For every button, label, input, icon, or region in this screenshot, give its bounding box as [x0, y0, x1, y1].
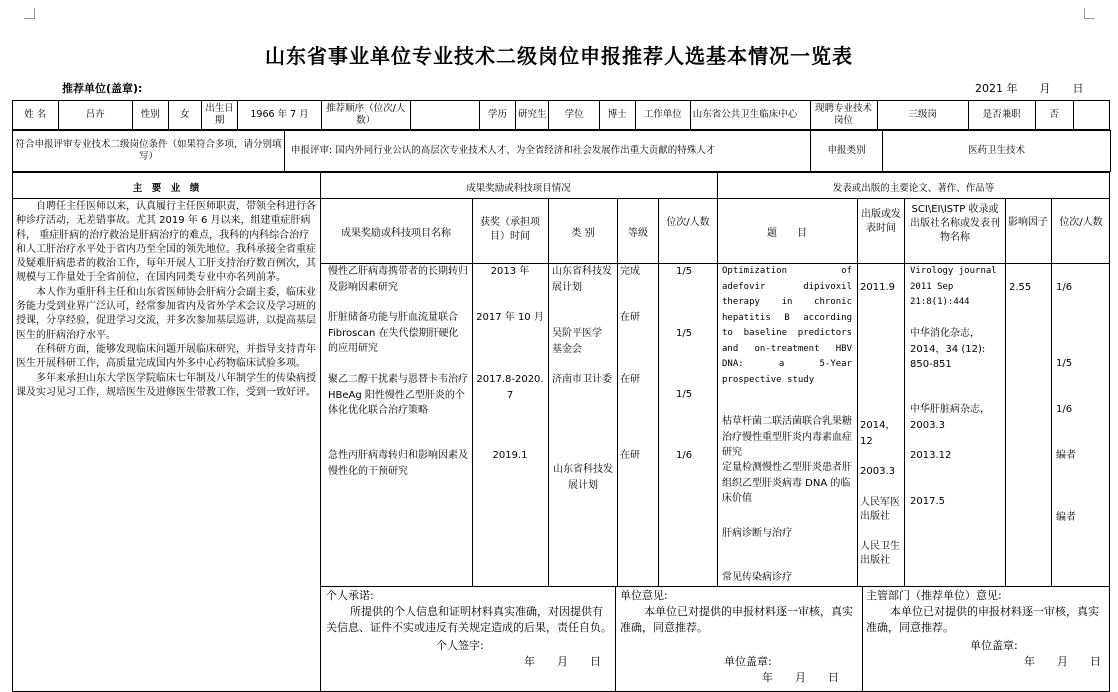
- dept-opinion: [866, 588, 1108, 670]
- personal-pledge: [326, 588, 612, 670]
- book-pub-date: 2017.5: [910, 496, 945, 507]
- award-name: 慢性乙肝病毒携带者的长期转归及影响因素研究: [328, 266, 468, 293]
- paper-title: 定量检测慢性乙型肝炎患者肝组织乙型肝炎病毒 DNA 的临床价值: [722, 462, 852, 504]
- awards-header-time: 获奖（承担项目）时间: [480, 217, 540, 242]
- paper-title-en: Optimization of adefovir dipivoxil therapy in chronic hepatitis B according to baseline predictors and on-treatment HBV DNA: a 5-Year prospective study: [722, 266, 852, 385]
- awards-col-divider: [472, 198, 473, 586]
- paper-rank: 1/5: [1056, 358, 1073, 369]
- papers-header-journal: SCI\EI\ISTP 收录或出版社名称或发表刊物名称: [910, 204, 1000, 243]
- award-category: 吴阶平医学 基金会: [552, 328, 602, 355]
- gender-label: 性别: [132, 101, 168, 130]
- pledge-text: 所提供的个人信息和证明材料真实准确，对因提供有关信息、证件不实或违反有关规定造成的后果，责任自负。: [326, 605, 612, 634]
- awards-section-header: 成果奖励或科技项目情况: [466, 183, 571, 194]
- journal-name: Virology journal 2011 Sep 21:8(1):444: [910, 266, 997, 307]
- award-time: 2013 年: [490, 266, 530, 277]
- impact-factor: 2.55: [1009, 282, 1032, 293]
- publisher-name: 人民军医出版社: [860, 497, 900, 522]
- awards-papers-divider: [717, 172, 718, 586]
- unit-value: 山东省公共卫生临床中心: [690, 101, 810, 130]
- section-header-divider: [12, 198, 1110, 199]
- papers-col-divider: [1005, 198, 1006, 586]
- award-name: 肝脏储备功能与肝血流量联合 Fibroscan 在失代偿期肝硬化的应用研究: [328, 312, 459, 354]
- award-level: 在研: [620, 374, 640, 385]
- opinion-row-divider: [320, 586, 1110, 587]
- review-label: 申报评审:: [291, 145, 333, 156]
- book-pub-date: 2013.12: [910, 450, 952, 461]
- journal-name: 中华肝脏病杂志，2003.3: [910, 404, 990, 431]
- paper-rank: 1/6: [1056, 404, 1073, 415]
- book-title: 常见传染病诊疗: [722, 572, 792, 583]
- pledge-sign-label: 个人签字:: [436, 639, 484, 652]
- paper-title: 枯草杆菌二联活菌联合乳果糖治疗慢性重型肝炎内毒素血症研究: [722, 416, 852, 458]
- perf-text-block: [16, 200, 316, 400]
- award-category: 济南市卫计委: [552, 374, 612, 385]
- perf-section-header: 主 要 业 绩: [132, 183, 200, 194]
- publisher-name: 人民卫生出版社: [860, 541, 900, 566]
- degree-label: 学位: [549, 101, 599, 130]
- award-level: 在研: [620, 312, 640, 323]
- award-level: 完成: [620, 266, 640, 277]
- opinion-divider: [615, 586, 616, 692]
- pub-time: 2011.9: [860, 282, 895, 293]
- perf-paragraph: 本人作为重肝科主任和山东省医师协会肝病分会副主委，临床业务能力受到业界广泛认可，经常参加省内及省外学术会议及学习班的授课，分享经验，促进学习交流，并多次参加基层巡讲，以提高基层医生的肝病治疗水平。: [16, 286, 316, 341]
- birth-value: 1966 年 7 月: [238, 101, 322, 130]
- journal-name: 中华消化杂志，2014，34 (12): 850-851: [910, 328, 986, 370]
- awards-header-name: 成果奖励或科技项目名称: [341, 228, 451, 239]
- papers-header-title: 题 目: [767, 228, 807, 239]
- condition-label: 符合申报评审专业技术二级岗位条件（如果符合多项，请分别填写）: [13, 131, 285, 172]
- awards-col-divider: [617, 198, 618, 586]
- award-rank: 1/5: [676, 328, 693, 339]
- pub-time: 2014，12: [860, 420, 896, 447]
- category-value: 医药卫生技术: [883, 131, 1111, 172]
- category-label: 申报类别: [811, 131, 883, 172]
- award-rank: 1/5: [676, 389, 693, 400]
- review-value: 国内外同行业公认的高层次专业技术人才、为全省经济和社会发展作出重大贡献的特殊人才: [335, 145, 716, 156]
- award-rank: 1/5: [676, 266, 693, 277]
- papers-col-divider: [1051, 198, 1052, 586]
- award-time: 2017.8-2020.7: [476, 374, 544, 401]
- dept-seal-label: 单位盖章:: [970, 639, 1018, 652]
- award-level: 在研: [620, 450, 640, 461]
- review-cell: [285, 131, 811, 172]
- perf-paragraph: 在科研方面，能够发现临床问题开展临床研究，并指导支持青年医生开展科研工作，高质量完成国内外多中心药物临床试验多项。: [16, 343, 316, 370]
- award-category: 山东省科技发展计划: [552, 266, 612, 293]
- dual-label: 是否兼职: [968, 101, 1035, 130]
- awards-header-category: 类 别: [571, 228, 595, 239]
- perf-column-divider: [320, 172, 321, 692]
- edu-value: 研究生: [515, 101, 549, 130]
- dept-opinion-date: 年 月 日: [1024, 655, 1101, 668]
- birth-label: 出生日期: [202, 101, 238, 130]
- pub-time: 2003.3: [860, 466, 895, 477]
- perf-paragraph: 多年来承担山东大学医学院临床七年制及八年制学生的传染病授课及实习见习工作，规培医生及进修医生带教工作，受到一致好评。: [16, 372, 316, 398]
- unit-opinion-text: 本单位已对提供的申报材料逐一审核，真实准确，同意推荐。: [620, 605, 853, 634]
- awards-col-divider: [658, 198, 659, 586]
- pledge-title: 个人承诺:: [326, 589, 374, 602]
- papers-section-header: 发表或出版的主要论文、著作、作品等: [832, 183, 995, 194]
- papers-col-divider: [857, 198, 858, 586]
- award-time: 2017 年 10 月: [476, 312, 544, 323]
- page-title: 山东省事业单位专业技术二级岗位申报推荐人选基本情况一览表: [265, 44, 853, 68]
- recommender-label: 推荐单位(盖章):: [62, 82, 143, 95]
- order-label: 推荐顺序（位次/人数）: [321, 101, 410, 130]
- dept-opinion-text: 本单位已对提供的申报材料逐一审核，真实准确，同意推荐。: [866, 605, 1099, 634]
- dept-opinion-title: 主管部门（推荐单位）意见:: [866, 589, 1002, 602]
- paper-rank: 编者: [1056, 450, 1076, 461]
- gender-value: 女: [168, 101, 202, 130]
- papers-header-impact: 影响因子: [1008, 217, 1048, 228]
- empty-cell: [1073, 101, 1109, 130]
- award-category: 山东省科技发展计划: [553, 464, 613, 491]
- unit-opinion: [620, 588, 858, 686]
- paper-rank: 编者: [1056, 512, 1076, 523]
- degree-value: 博士: [599, 101, 635, 130]
- award-rank: 1/6: [676, 450, 693, 461]
- unit-seal-label: 单位盖章:: [724, 655, 772, 668]
- edu-label: 学历: [480, 101, 516, 130]
- perf-paragraph: 自聘任主任医师以来，认真履行主任医师职责，带领全科进行各种诊疗活动，无差错事故。尤其 2019 年 6 月以来，组建重症肝病科， 重症肝病的治疗救治是肝病治疗的难点，我科的内科综合治疗和人工肝治疗水平处于省内乃至全国的领先地位。我科承接全省重症及疑难肝病患者的救治工作，每年开展人工肝支持治疗数百例次，其规模与工作量处于全省前位，在国内同类专业中亦名列前茅。: [16, 201, 316, 284]
- page-corner-mark: [1084, 8, 1095, 19]
- name-label: 姓 名: [13, 101, 59, 130]
- dual-value: 否: [1035, 101, 1073, 130]
- basic-info-table: [12, 100, 1110, 130]
- book-title: 肝病诊断与治疗: [722, 528, 792, 539]
- papers-col-divider: [904, 198, 905, 586]
- review-info-table: [12, 130, 1111, 172]
- award-name: 急性丙肝病毒转归和影响因素及慢性化的干预研究: [328, 450, 468, 477]
- name-value: 吕卉: [58, 101, 132, 130]
- paper-rank: 1/6: [1056, 282, 1073, 293]
- post-label: 现聘专业技术岗位: [810, 101, 877, 130]
- papers-header-rank: 位次/人数: [1059, 217, 1103, 228]
- awards-header-rank: 位次/人数: [666, 217, 710, 228]
- unit-label: 工作单位: [635, 101, 690, 130]
- page-corner-mark: [24, 8, 35, 19]
- papers-header-pub-time: 出版或发表时间: [861, 209, 901, 234]
- unit-opinion-title: 单位意见:: [620, 589, 668, 602]
- pledge-date: 年 月 日: [524, 655, 601, 668]
- date-header: 2021 年 月 日: [975, 82, 1084, 95]
- awards-header-level: 等级: [628, 228, 648, 239]
- unit-opinion-date: 年 月 日: [762, 671, 839, 684]
- opinion-divider: [862, 586, 863, 692]
- order-value: [410, 101, 479, 130]
- awards-col-divider: [548, 198, 549, 586]
- award-name: 聚乙二醇干扰素与恩替卡韦治疗 HBeAg 阳性慢性乙型肝炎的个体化优化联合治疗策略: [328, 374, 468, 416]
- award-time: 2019.1: [492, 450, 528, 461]
- post-value: 三级岗: [877, 101, 968, 130]
